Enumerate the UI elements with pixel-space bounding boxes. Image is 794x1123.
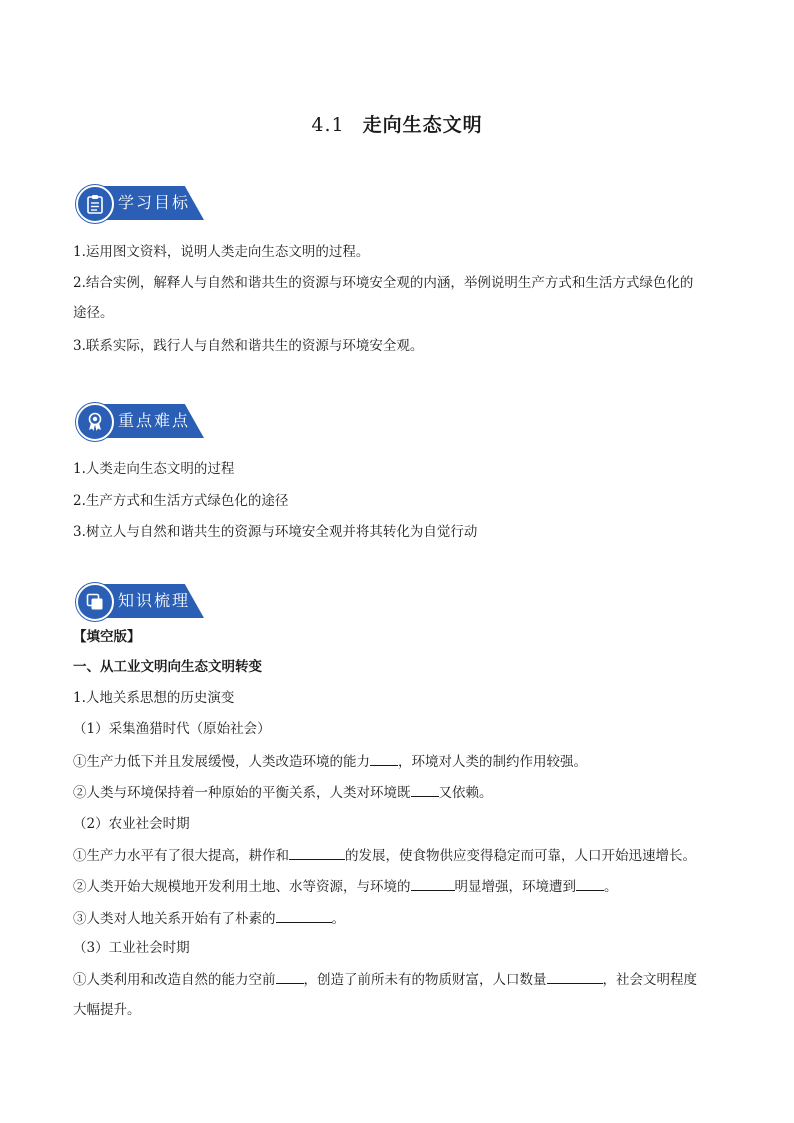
copy-pages-icon: [76, 583, 114, 621]
period2-line1: ①生产力水平有了很大提高，耕作和 的发展，使食物供应变得稳定而可靠，人口开始迅速增长。: [73, 845, 733, 866]
fill-blank[interactable]: [276, 908, 332, 923]
section-number: 4.1: [311, 114, 345, 136]
page-title: [0, 110, 794, 137]
section-header-knowledge: [76, 584, 204, 618]
fill-blank[interactable]: [576, 876, 604, 891]
fill-blank[interactable]: [411, 782, 439, 797]
period-3: （3）工业社会时期: [73, 940, 190, 956]
goal-item-3: 3.联系实际，践行人与自然和谐共生的资源与环境安全观。: [73, 338, 424, 354]
award-ribbon-icon: [76, 403, 114, 441]
goal-item-1: 1.运用图文资料，说明人类走向生态文明的过程。: [73, 244, 370, 260]
goal-item-2-cont: 途径。: [73, 305, 114, 321]
fill-blank[interactable]: [276, 969, 304, 984]
key-item-1: 1.人类走向生态文明的过程: [73, 461, 235, 477]
version-label: 【填空版】: [73, 629, 141, 645]
section-label: 学习目标: [118, 193, 191, 212]
subheading-1: 1.人地关系思想的历史演变: [73, 690, 235, 706]
period2-line3: ③人类对人地关系开始有了朴素的 。: [73, 908, 733, 929]
fill-blank[interactable]: [289, 845, 345, 860]
period-1: （1）采集渔猎时代（原始社会）: [73, 721, 271, 737]
period1-line1: ①生产力低下并且发展缓慢，人类改造环境的能力 ，环境对人类的制约作用较强。: [73, 751, 733, 772]
period3-line2: 大幅提升。: [73, 1002, 141, 1018]
period1-line2: ②人类与环境保持着一种原始的平衡关系，人类对环境既 又依赖。: [73, 782, 733, 803]
period2-line2: ②人类开始大规模地开发利用土地、水等资源，与环境的 明显增强，环境遭到 。: [73, 876, 733, 897]
key-item-2: 2.生产方式和生活方式绿色化的途径: [73, 493, 289, 509]
period-2: （2）农业社会时期: [73, 816, 190, 832]
section-header-goals: [76, 186, 204, 220]
fill-blank[interactable]: [411, 876, 455, 891]
section-header-key: [76, 404, 204, 438]
heading-1: 一、从工业文明向生态文明转变: [73, 659, 262, 675]
section-label: 重点难点: [118, 411, 191, 430]
period3-line1: ①人类利用和改造自然的能力空前 ，创造了前所未有的物质财富，人口数量 ，社会文明程度: [73, 969, 733, 990]
fill-blank[interactable]: [547, 969, 603, 984]
clipboard-icon: [76, 185, 114, 223]
goal-item-2: 2.结合实例，解释人与自然和谐共生的资源与环境安全观的内涵，举例说明生产方式和生活方式绿色化的: [73, 275, 694, 291]
section-label: 知识梳理: [118, 591, 191, 610]
key-item-3: 3.树立人与自然和谐共生的资源与环境安全观并将其转化为自觉行动: [73, 524, 478, 540]
title-text: 走向生态文明: [362, 114, 483, 136]
fill-blank[interactable]: [370, 751, 398, 766]
